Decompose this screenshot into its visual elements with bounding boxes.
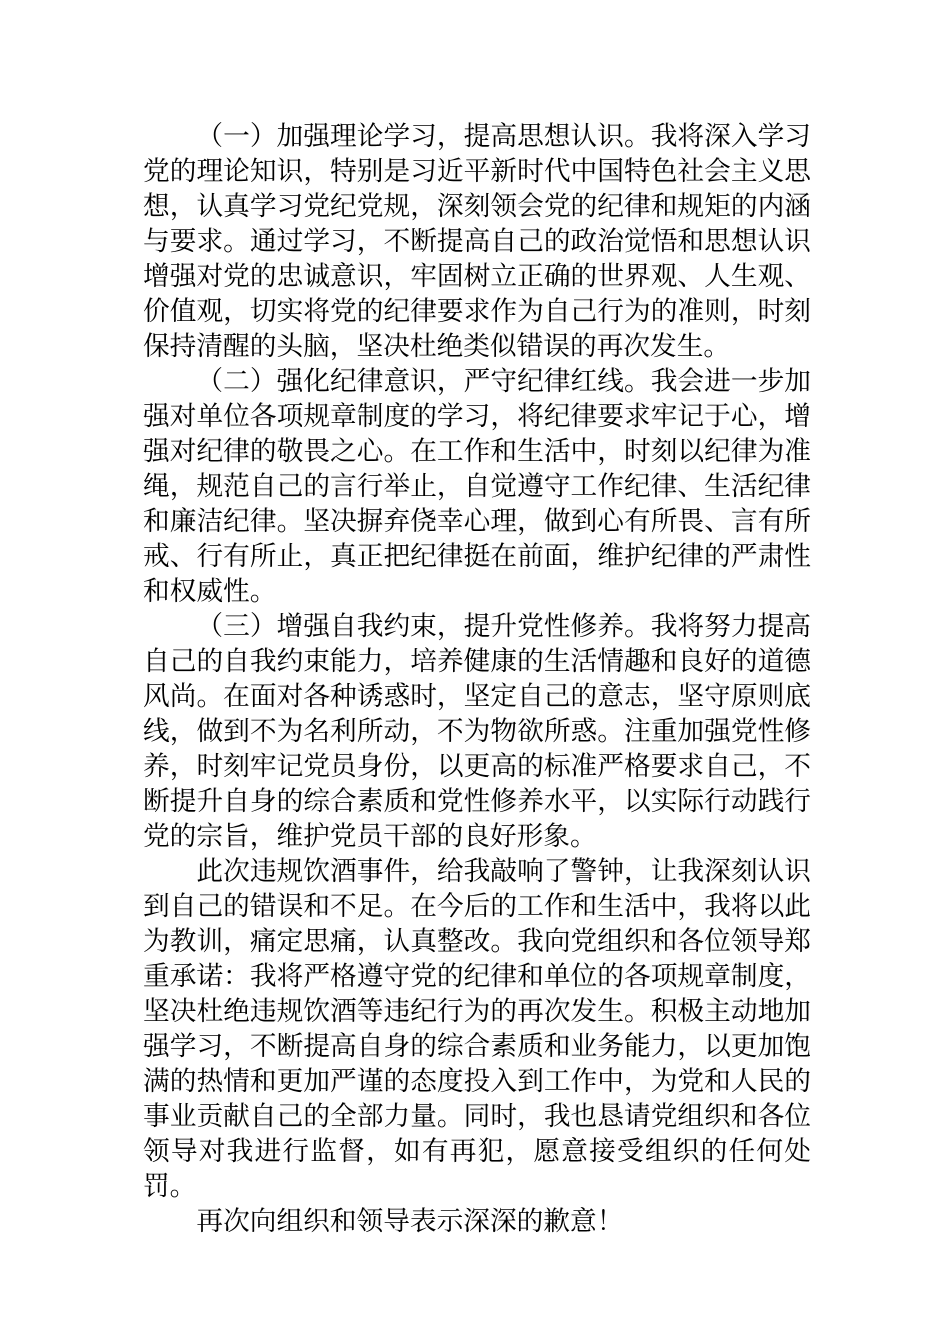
paragraph-4-pledge: 此次违规饮酒事件，给我敲响了警钟，让我深刻认识到自己的错误和不足。在今后的工作和生活中，我将以此为教训，痛定思痛，认真整改。我向党组织和各位领导郑重承诺：我将严格遵守党的纪律和单位的各项规章制度，坚决杜绝违规饮酒等违纪行为的再次发生。积极主动地加强学习，不断提高自身的综合素质和业务能力，以更加饱满的热情和更加严谨的态度投入到工作中，为党和人民的事业贡献自己的全部力量。同时，我也恳请党组织和各位领导对我进行监督，如有再犯，愿意接受组织的任何处罚。 [143,856,811,1201]
paragraph-1-theory-study: （一）加强理论学习，提高思想认识。我将深入学习党的理论知识，特别是习近平新时代中国特色社会主义思想，认真学习党纪党规，深刻领会党的纪律和规矩的内涵与要求。通过学习，不断提高自己的政治觉悟和思想认识增强对党的忠诚意识，牢固树立正确的世界观、人生观、价值观，切实将党的纪律要求作为自己行为的准则，时刻保持清醒的头脑，坚决杜绝类似错误的再次发生。 [143,121,811,361]
document-body-text [143,119,811,1239]
paragraph-3-self-restraint: （三）增强自我约束，提升党性修养。我将努力提高自己的自我约束能力，培养健康的生活情趣和良好的道德风尚。在面对各种诱惑时，坚定自己的意志，坚守原则底线，做到不为名利所动，不为物欲所惑。注重加强党性修养，时刻牢记党员身份，以更高的标准严格要求自己，不断提升自身的综合素质和党性修养水平，以实际行动践行党的宗旨，维护党员干部的良好形象。 [143,611,811,851]
paragraph-2-discipline-awareness: （二）强化纪律意识，严守纪律红线。我会进一步加强对单位各项规章制度的学习，将纪律要求牢记于心，增强对纪律的敬畏之心。在工作和生活中，时刻以纪律为准绳，规范自己的言行举止，自觉遵守工作纪律、生活纪律和廉洁纪律。坚决摒弃侥幸心理，做到心有所畏、言有所戒、行有所止，真正把纪律挺在前面，维护纪律的严肃性和权威性。 [143,366,811,606]
paragraph-5-apology: 再次向组织和领导表示深深的歉意！ [196,1206,624,1236]
